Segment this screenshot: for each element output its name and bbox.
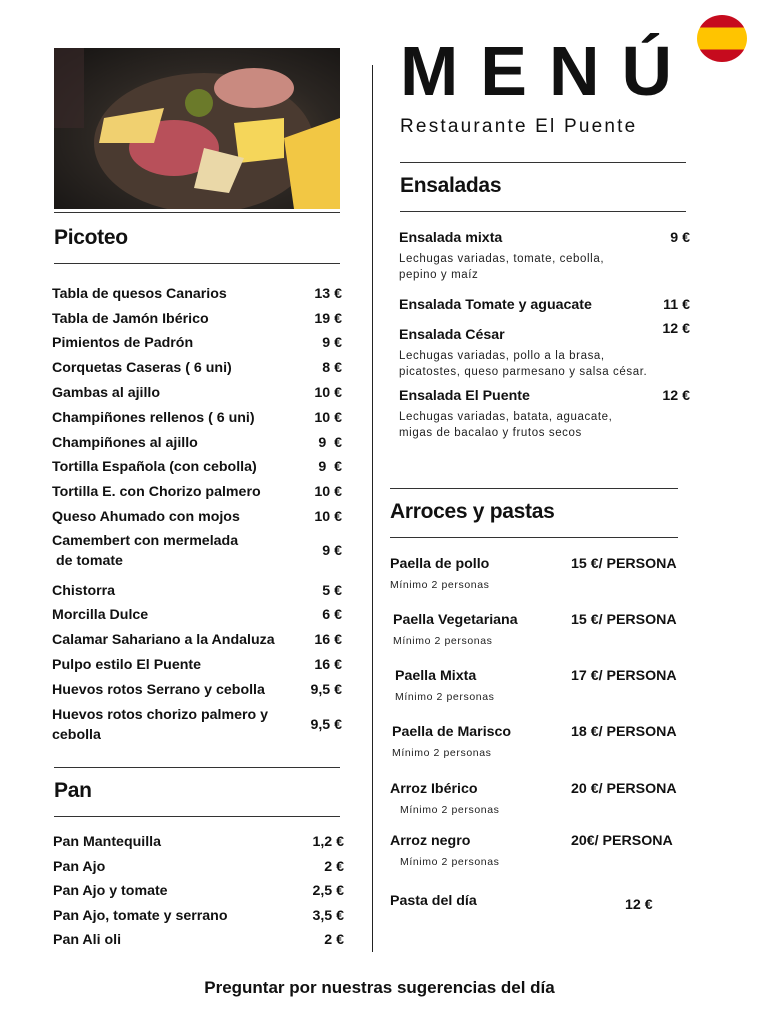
menu-item-price: 9 €: [318, 435, 342, 451]
charcuterie-board-photo: [54, 48, 340, 209]
menu-item-price: 16 €: [314, 657, 342, 673]
menu-item-name: Paella Vegetariana: [393, 612, 518, 628]
menu-item-price: 2 €: [324, 859, 344, 875]
menu-item-name: Arroz negro: [390, 833, 471, 849]
section-heading-pan: Pan: [54, 779, 92, 802]
menu-item-note: Mínimo 2 personas: [390, 579, 490, 591]
menu-item-name: Gambas al ajillo: [52, 385, 161, 401]
menu-item-description: Lechugas variadas, pollo a la brasa, picatostes, queso parmesano y salsa césar.: [399, 350, 648, 378]
menu-item-price: 20 €/ PERSONA: [571, 781, 677, 797]
divider: [400, 211, 686, 212]
menu-item-price: 16 €: [314, 632, 342, 648]
column-divider: [372, 65, 373, 952]
menu-item-name: Camembert con mermelada de tomate: [52, 533, 239, 569]
menu-item-price: 20€/ PERSONA: [571, 833, 673, 849]
menu-title: MENÚ: [400, 32, 695, 110]
menu-item-price: 9,5 €: [310, 682, 342, 698]
menu-item-price: 1,2 €: [312, 834, 344, 850]
menu-item-name: Paella de pollo: [390, 556, 490, 572]
divider: [54, 263, 340, 264]
menu-item-description: Lechugas variadas, tomate, cebolla, pepino y maíz: [399, 253, 605, 281]
menu-item-price: 18 €/ PERSONA: [571, 724, 677, 740]
section-heading-arroces: Arroces y pastas: [390, 500, 555, 523]
menu-item-name: Champiñones rellenos ( 6 uni): [52, 410, 255, 426]
menu-item-name: Pasta del día: [390, 893, 477, 909]
menu-item-price: 2,5 €: [312, 883, 344, 899]
divider: [400, 162, 686, 163]
menu-item-note: Mínimo 2 personas: [395, 691, 495, 703]
menu-item-price: 17 €/ PERSONA: [571, 668, 677, 684]
menu-item-name: Huevos rotos chorizo palmero y cebolla: [52, 707, 269, 743]
menu-item-name: Ensalada El Puente: [399, 388, 530, 404]
menu-item-price: 9 €: [322, 543, 342, 559]
menu-item-name: Tabla de Jamón Ibérico: [52, 311, 209, 327]
menu-item-name: Pan Ajo y tomate: [53, 883, 168, 899]
menu-item-name: Corquetas Caseras ( 6 uni): [52, 360, 232, 376]
divider: [390, 488, 678, 489]
menu-item-name: Ensalada Tomate y aguacate: [399, 297, 592, 313]
divider: [390, 537, 678, 538]
menu-item-note: Mínimo 2 personas: [393, 635, 493, 647]
menu-item-price: 12 €: [662, 388, 690, 404]
menu-item-note: Mínimo 2 personas: [400, 804, 500, 816]
menu-item-price: 10 €: [314, 385, 342, 401]
menu-item-price: 3,5 €: [312, 908, 344, 924]
menu-item-name: Huevos rotos Serrano y cebolla: [52, 682, 265, 698]
menu-item-price: 2 €: [324, 932, 344, 948]
menu-item-name: Tortilla Española (con cebolla): [52, 459, 257, 475]
section-heading-ensaladas: Ensaladas: [400, 174, 502, 197]
menu-item-name: Chistorra: [52, 583, 116, 599]
restaurant-name: Restaurante El Puente: [400, 116, 638, 137]
divider: [54, 816, 340, 817]
menu-item-name: Queso Ahumado con mojos: [52, 509, 240, 525]
menu-item-name: Morcilla Dulce: [52, 607, 149, 623]
menu-item-name: Ensalada César: [399, 327, 505, 343]
menu-item-price: 12 €: [625, 897, 653, 913]
menu-item-price: 9,5 €: [310, 717, 342, 733]
menu-item-price: 15 €/ PERSONA: [571, 556, 677, 572]
menu-item-price: 10 €: [314, 410, 342, 426]
menu-item-name: Arroz Ibérico: [390, 781, 478, 797]
divider: [54, 767, 340, 768]
footer-note: Preguntar por nuestras sugerencias del día: [204, 978, 555, 997]
menu-item-price: 5 €: [322, 583, 342, 599]
menu-item-price: 8 €: [322, 360, 342, 376]
menu-item-note: Mínimo 2 personas: [392, 747, 492, 759]
menu-item-name: Pan Ajo, tomate y serrano: [53, 908, 228, 924]
menu-item-name: Ensalada mixta: [399, 230, 503, 246]
menu-item-name: Champiñones al ajillo: [52, 435, 198, 451]
menu-item-name: Paella de Marisco: [392, 724, 512, 740]
menu-item-name: Pimientos de Padrón: [52, 335, 194, 351]
section-heading-picoteo: Picoteo: [54, 226, 128, 249]
menu-item-price: 15 €/ PERSONA: [571, 612, 677, 628]
menu-item-price: 6 €: [322, 607, 342, 623]
menu-item-name: Pan Ajo: [53, 859, 106, 875]
menu-item-name: Tabla de quesos Canarios: [52, 286, 227, 302]
spain-flag-icon: [697, 15, 747, 62]
menu-item-price: 10 €: [314, 484, 342, 500]
menu-item-price: 12 €: [662, 321, 690, 337]
menu-item-price: 10 €: [314, 509, 342, 525]
menu-item-price: 9 €: [318, 459, 342, 475]
menu-item-description: Lechugas variadas, batata, aguacate, migas de bacalao y frutos secos: [399, 411, 613, 439]
menu-item-note: Mínimo 2 personas: [400, 856, 500, 868]
menu-item-name: Tortilla E. con Chorizo palmero: [52, 484, 261, 500]
menu-item-price: 11 €: [663, 297, 690, 313]
menu-item-name: Pan Ali oli: [53, 932, 122, 948]
menu-item-price: 13 €: [314, 286, 342, 302]
divider: [54, 212, 340, 213]
menu-item-price: 9 €: [670, 230, 690, 246]
menu-item-name: Calamar Sahariano a la Andaluza: [52, 632, 275, 648]
menu-item-price: 19 €: [314, 311, 342, 327]
menu-item-name: Pan Mantequilla: [53, 834, 161, 850]
menu-item-price: 9 €: [322, 335, 342, 351]
menu-item-name: Paella Mixta: [395, 668, 477, 684]
menu-item-name: Pulpo estilo El Puente: [52, 657, 201, 673]
